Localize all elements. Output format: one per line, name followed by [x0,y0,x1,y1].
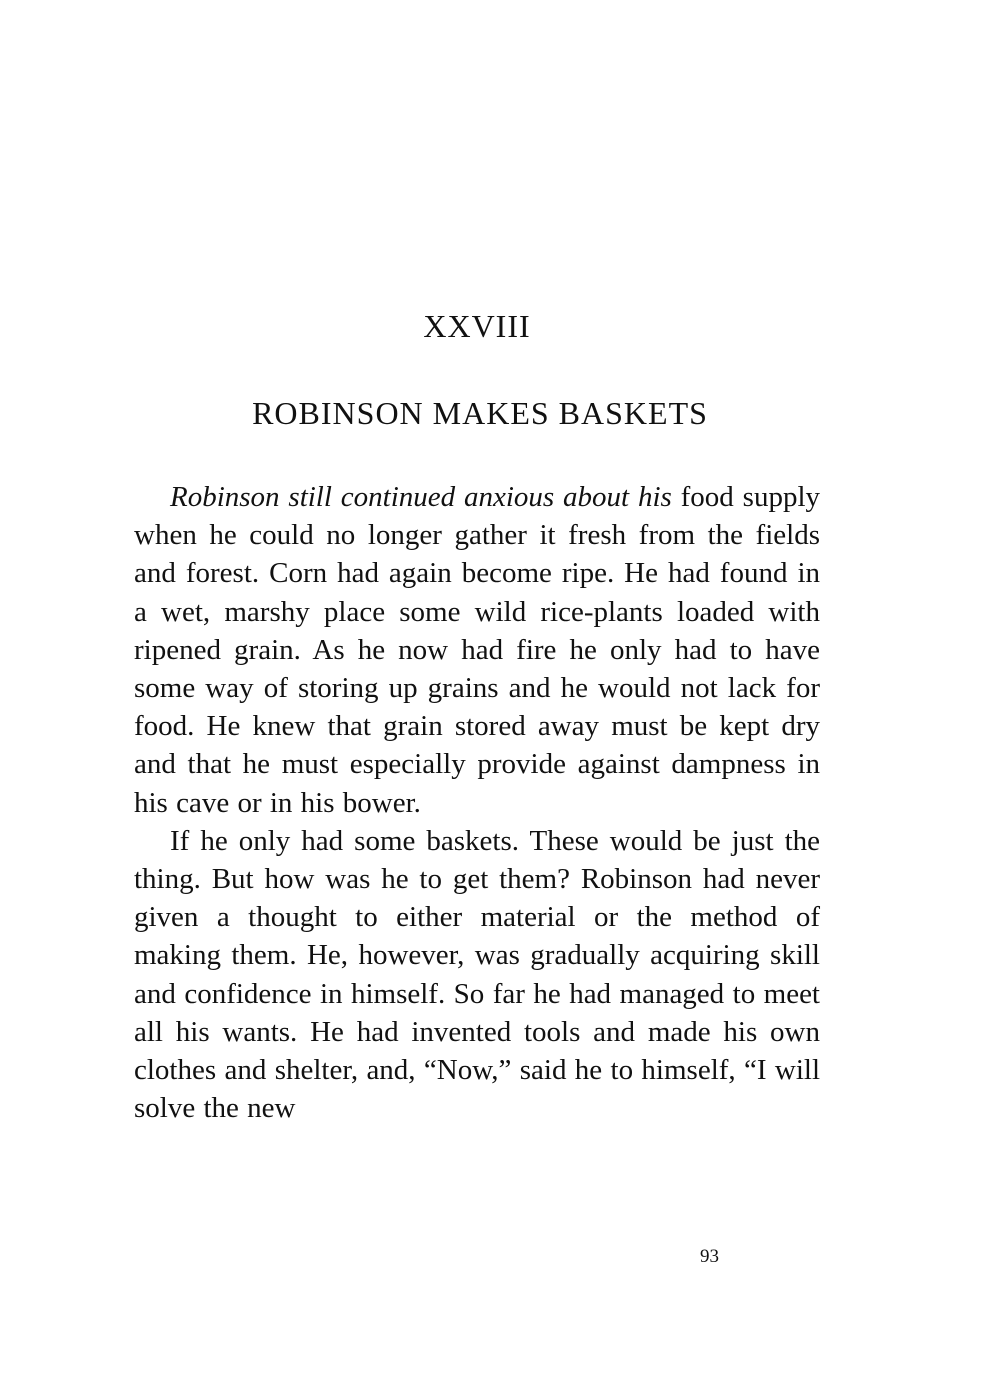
paragraph-1 [134,478,820,822]
page-number: 93 [700,1246,719,1267]
body-text [134,478,820,1127]
paragraph-1-text: food supply when he could no longer gather it fresh from the fields and forest. Corn had again become ripe. He had found in a wet, marshy place some wild rice-plants loaded with ripened grain. As he now had fire he only had to have some way of storing up grains and he would not lack for food. He knew that grain stored away must be kept dry and that he must especially provide against dampness in his cave or in his bower. [134,481,820,819]
paragraph-2-text: If he only had some baskets. These would be just the thing. But how was he to get them? Robinson had never given a thought to either material or the method of making them. He, however, was gradually acquiring skill and confidence in himself. So far he had managed to meet all his wants. He had invented tools and made his own clothes and shelter, and, “Now,” said he to himself, “I will solve the new [134,824,820,1125]
chapter-number: XXVIII [423,308,531,344]
chapter-title: ROBINSON MAKES BASKETS [252,395,708,431]
paragraph-1-italic-lead: Robinson still continued anxious about his [170,481,672,513]
paragraph-2 [134,822,820,1128]
